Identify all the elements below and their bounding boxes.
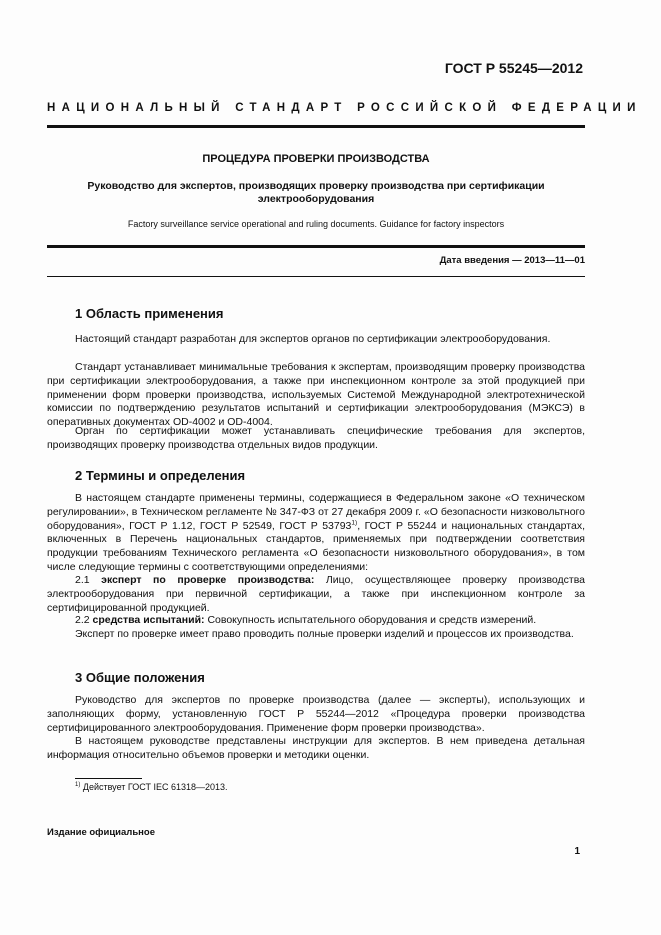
footnote-mark: 1) [75, 782, 81, 788]
footnote-reference: 1) [351, 519, 358, 527]
general-paragraph-2: В настоящем руководстве представлены инструкции для экспертов. В нем приведена детальная информация относительно объемов проверки и методики оценки. [47, 735, 585, 761]
document-code: ГОСТ Р 55245—2012 [444, 60, 583, 76]
terms-paragraph-1 [47, 492, 585, 575]
header-rule [47, 125, 585, 128]
scope-paragraph-3: Орган по сертификации может устанавливать специфические требования для экспертов, производящих проверку производства отдельных видов продукции. [47, 425, 585, 451]
term-definition-test-means [47, 614, 585, 628]
term-name: средства испытаний: [92, 614, 205, 626]
term-definition: Лицо, осуществляющее проверку производства электрооборудования при первичной сертификации, а также при инспекционном контроле за сертифицированной продукцией. [47, 574, 585, 614]
general-paragraph-1: Руководство для экспертов по проверке производства (далее — эксперты), использующих и заполняющих форму, установленную ГОСТ Р 55244—2012 «Процедура проверки производства сертифицированного электрооборудования. Применение форм проверки производства». [47, 694, 585, 734]
terms-paragraph-last: Эксперт по проверке имеет право проводить полные проверки изделий и процессов их производства. [75, 628, 574, 640]
scope-paragraph-1: Настоящий стандарт разработан для экспертов органов по сертификации электрооборудования. [75, 333, 551, 345]
footnote-separator [75, 778, 142, 779]
national-standard-banner: НАЦИОНАЛЬНЫЙ СТАНДАРТ РОССИЙСКОЙ ФЕДЕРАЦИИ [47, 102, 642, 114]
intro-date-rule [47, 276, 585, 277]
term-definition: Совокупность испытательного оборудования и средств измерений. [204, 614, 537, 626]
document-subtitle: Руководство для экспертов, производящих проверку производства при сертификации электрооборудования [87, 180, 545, 205]
term-number: 2.1 [75, 574, 102, 586]
term-definition-expert [47, 574, 585, 615]
term-name: эксперт по проверке производства: [101, 574, 315, 586]
footnote-text: Действует ГОСТ IEC 61318—2013. [80, 782, 228, 792]
section-heading-terms: 2 Термины и определения [75, 468, 246, 483]
section-heading-general: 3 Общие положения [75, 670, 205, 685]
page-number: 1 [574, 846, 580, 857]
terms-paragraph-text-end: , ГОСТ Р 55244 и национальных стандартах, включенных в Перечень национальных стандартов, применяемых при подтверждении соответствия продукции требованиям Технического регламента «О безопасности низковольтного оборудования», в том числе следующие термины с соответствующими определениями: [47, 519, 585, 573]
section-heading-scope: 1 Область применения [75, 306, 224, 321]
term-number: 2.2 [75, 614, 93, 626]
terms-paragraph-text-start: В настоящем стандарте применены термины, содержащиеся в Федеральном законе «О техническом регулировании», в Техническом регламенте № 347-ФЗ от 27 декабря 2009 г. «О безопасности низковольтного оборудования», ГОСТ Р 1.12, ГОСТ Р 52549, ГОСТ Р 53793 [47, 492, 585, 532]
title-rule [47, 245, 585, 248]
document-title: ПРОЦЕДУРА ПРОВЕРКИ ПРОИЗВОДСТВА [202, 153, 430, 165]
english-title: Factory surveillance service operational and ruling documents. Guidance for factory inspectors [127, 219, 505, 229]
introduction-date: Дата введения — 2013—11—01 [439, 255, 585, 266]
scope-paragraph-2: Стандарт устанавливает минимальные требования к экспертам, производящим проверку производства при сертификации электрооборудования, а также при инспекционном контроле за этой продукцией при применении форм проверки производства, используемых Системой Международной электротехнической комиссии по подтверждению результатов испытаний и сертификации электрооборудования (МЭКСЭ) в оперативных документах OD-4002 и OD-4004. [47, 361, 585, 429]
official-edition-label: Издание официальное [47, 827, 155, 838]
footnote [75, 782, 228, 792]
